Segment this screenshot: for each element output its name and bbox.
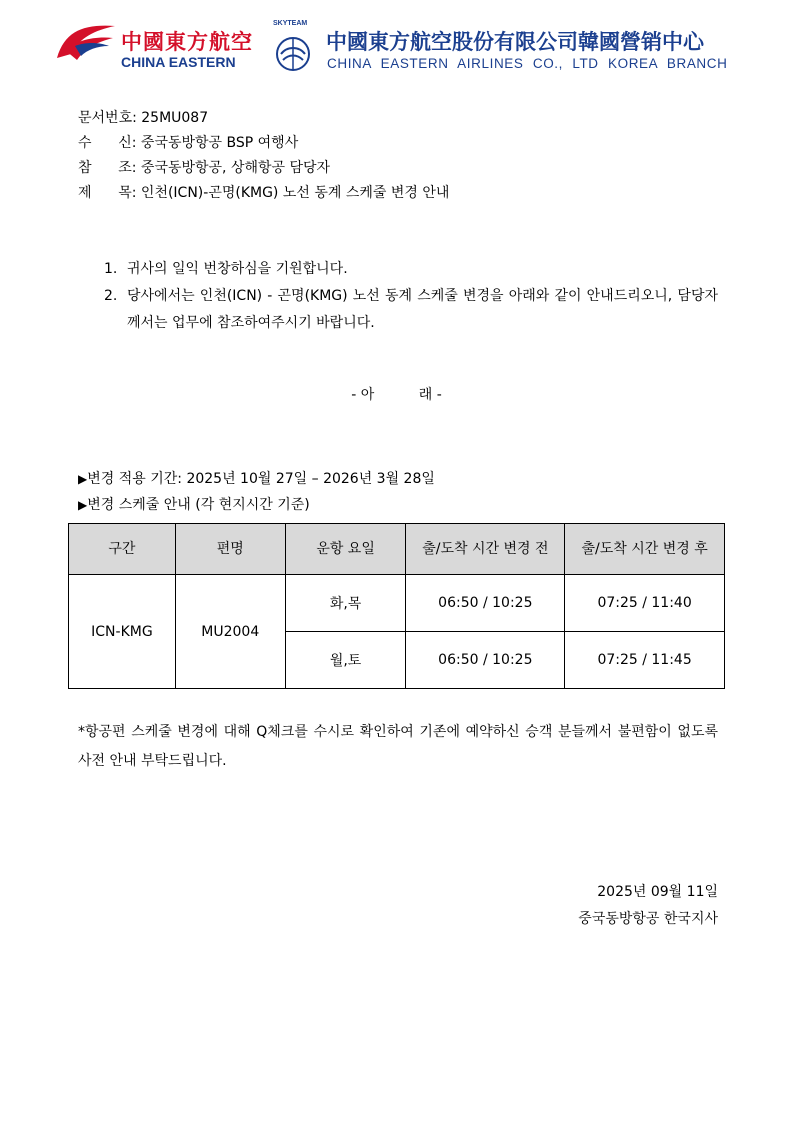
header-flight: 편명 bbox=[175, 524, 285, 575]
header-days: 운항 요일 bbox=[285, 524, 406, 575]
branch-name-chinese: 中國東方航空股份有限公司韓國營销中心 bbox=[326, 30, 704, 54]
flight-cell: MU2004 bbox=[175, 575, 285, 689]
triangle-bullet-icon: ▶ bbox=[78, 472, 88, 486]
header-route: 구간 bbox=[69, 524, 176, 575]
before-cell: 06:50 / 10:25 bbox=[406, 575, 565, 632]
skyteam-logo-icon bbox=[265, 24, 321, 76]
days-cell: 월,토 bbox=[285, 632, 406, 689]
brand-name-chinese: 中國東方航空 bbox=[121, 30, 253, 54]
schedule-table bbox=[68, 523, 725, 689]
list-text: 당사에서는 인천(ICN) - 곤명(KMG) 노선 동계 스케줄 변경을 아래와 같이 안내드리오니, 담당자께서는 업무에 참조하여주시기 바랍니다. bbox=[127, 288, 718, 331]
letterhead bbox=[55, 18, 735, 78]
document-meta bbox=[78, 106, 449, 206]
schedule-period bbox=[78, 466, 435, 518]
list-text: 귀사의 일익 번창하심을 기원합니다. bbox=[127, 261, 348, 277]
list-number: 1. bbox=[104, 261, 118, 277]
list-item bbox=[104, 283, 718, 337]
recipient: 수 신: 중국동방항공 BSP 여행사 bbox=[78, 135, 299, 151]
subject: 제 목: 인천(ICN)-곤명(KMG) 노선 동계 스케줄 변경 안내 bbox=[78, 185, 450, 201]
route-cell: ICN-KMG bbox=[69, 575, 176, 689]
table-row bbox=[69, 575, 725, 632]
before-cell: 06:50 / 10:25 bbox=[406, 632, 565, 689]
notice-heading: - 아 래 - bbox=[351, 387, 442, 403]
skyteam-label: SKYTEAM bbox=[273, 20, 308, 27]
after-cell: 07:25 / 11:40 bbox=[565, 575, 725, 632]
china-eastern-swallow-logo-icon bbox=[55, 20, 117, 68]
body-list bbox=[104, 256, 718, 337]
header-after: 출/도착 시간 변경 후 bbox=[565, 524, 725, 575]
signature-block bbox=[578, 879, 718, 933]
table-header-row bbox=[69, 524, 725, 575]
brand-name-english: CHINA EASTERN bbox=[121, 54, 236, 70]
triangle-bullet-icon: ▶ bbox=[78, 498, 88, 512]
footnote: *항공편 스케줄 변경에 대해 Q체크를 수시로 확인하여 기존에 예약하신 승객 분들께서 불편함이 없도록 사전 안내 부탁드립니다. bbox=[78, 724, 718, 769]
schedule-guide: ▶변경 스케줄 안내 (각 현지시간 기준) bbox=[78, 497, 310, 513]
document-number: 문서번호: 25MU087 bbox=[78, 110, 209, 126]
branch-name-english: CHINA EASTERN AIRLINES CO., LTD KOREA BRANCH bbox=[327, 56, 728, 71]
days-cell: 화,목 bbox=[285, 575, 406, 632]
after-cell: 07:25 / 11:45 bbox=[565, 632, 725, 689]
effective-period: ▶변경 적용 기간: 2025년 10월 27일 – 2026년 3월 28일 bbox=[78, 471, 435, 487]
list-item bbox=[104, 256, 718, 283]
reference: 참 조: 중국동방항공, 상해항공 담당자 bbox=[78, 160, 331, 176]
issue-date: 2025년 09월 11일 bbox=[597, 884, 718, 900]
list-number: 2. bbox=[104, 288, 118, 304]
header-before: 출/도착 시간 변경 전 bbox=[406, 524, 565, 575]
issuer-name: 중국동방항공 한국지사 bbox=[578, 911, 718, 927]
